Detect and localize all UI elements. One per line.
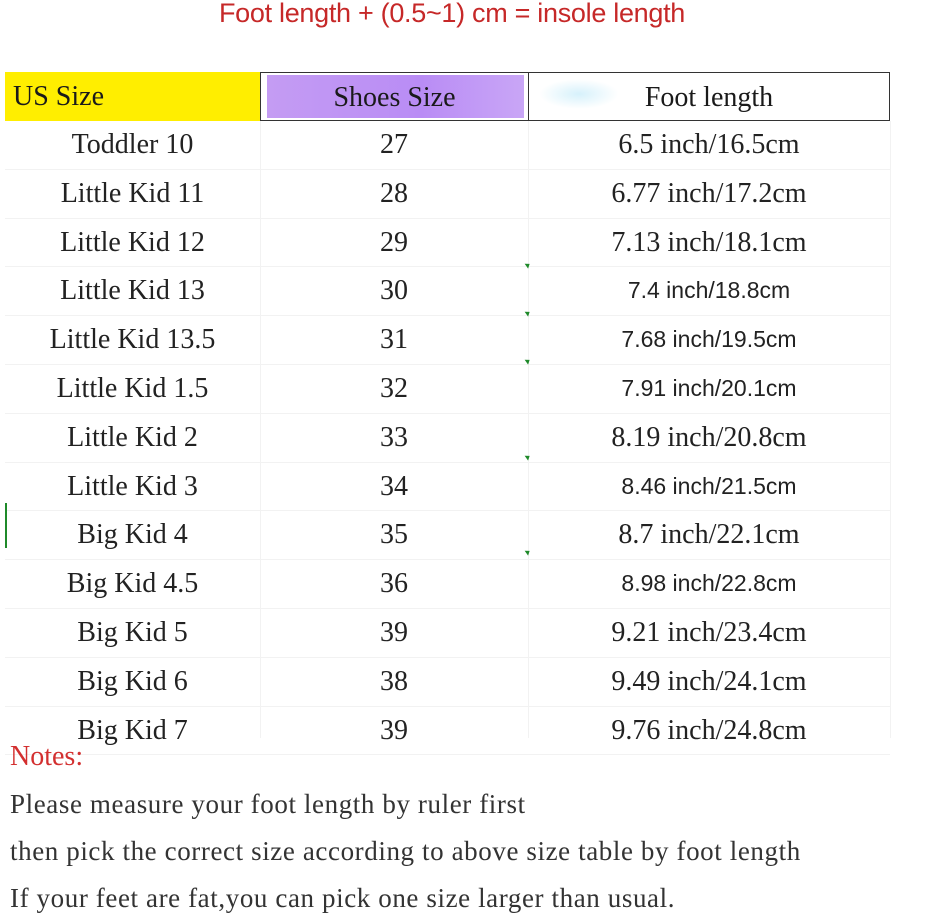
cell-shoes-size: 27 [380,129,408,160]
cell-shoes-size: 34 [380,470,408,502]
cell-us-size: Little Kid 12 [60,226,205,258]
header-us-size: US Size [5,72,260,121]
table-row [5,463,890,512]
cell-us-size: Big Kid 4.5 [66,568,199,600]
column-divider [890,121,891,738]
table-row [5,707,890,756]
cell-us-size: Little Kid 11 [60,177,205,209]
cell-foot-length: 8.7 inch/22.1cm [618,519,800,551]
notes-title: Notes: [10,741,84,772]
cell-foot-length: 8.19 inch/20.8cm [611,421,807,453]
table-row [5,658,890,707]
table-row [5,560,890,609]
note-line: then pick the correct size according to above size table by foot length [10,836,801,866]
cell-foot-length: 8.98 inch/22.8cm [621,570,797,597]
cell-us-size: Big Kid 7 [77,714,188,746]
header-shoes-size-label: Shoes Size [333,82,456,113]
cell-foot-length: 9.76 inch/24.8cm [611,714,807,746]
cell-shoes-size: 39 [380,714,408,746]
note-line: If your feet are fat,you can pick one size larger than usual. [10,883,676,913]
green-edge-mark [5,503,7,548]
cell-us-size: Little Kid 1.5 [56,372,209,404]
cell-foot-length: 9.21 inch/23.4cm [611,616,807,648]
cell-us-size: Big Kid 5 [77,616,188,648]
table-row [5,365,890,414]
cell-shoes-size: 33 [380,421,408,453]
table-row [5,170,890,219]
cell-us-size: Big Kid 6 [77,665,188,697]
cell-foot-length: 7.91 inch/20.1cm [621,374,797,401]
cell-shoes-size: 31 [380,324,408,356]
cell-foot-length: 7.13 inch/18.1cm [611,226,807,258]
cell-shoes-size: 39 [380,616,408,648]
table-row [5,267,890,316]
header-foot-length [528,72,890,121]
cell-foot-length: 7.68 inch/19.5cm [621,326,797,353]
cell-us-size: Little Kid 13.5 [49,324,216,356]
cell-shoes-size: 32 [380,372,408,404]
cell-foot-length: 7.4 inch/18.8cm [627,277,791,304]
cell-us-size: Little Kid 13 [60,275,205,307]
header-shoes-size [260,72,528,121]
cell-foot-length: 8.46 inch/21.5cm [621,472,797,499]
note-line: Please measure your foot length by ruler first [10,789,526,819]
table-row [5,121,890,170]
table-row [5,414,890,463]
cell-shoes-size: 38 [380,665,408,697]
cell-foot-length: 6.5 inch/16.5cm [618,129,800,160]
cell-shoes-size: 35 [380,519,408,551]
cell-foot-length: 6.77 inch/17.2cm [611,177,807,209]
size-table [5,121,890,755]
table-row [5,511,890,560]
cell-shoes-size: 30 [380,275,408,307]
cell-us-size: Toddler 10 [71,129,194,160]
cell-us-size: Little Kid 3 [67,470,198,502]
cell-shoes-size: 36 [380,568,408,600]
cell-foot-length: 9.49 inch/24.1cm [611,665,807,697]
table-row [5,609,890,658]
cell-us-size: Little Kid 2 [67,421,198,453]
table-row [5,316,890,365]
cell-shoes-size: 28 [380,177,408,209]
table-row [5,219,890,268]
cell-us-size: Big Kid 4 [77,519,188,551]
cell-shoes-size: 29 [380,226,408,258]
insole-formula: Foot length + (0.5~1) cm = insole length [218,0,686,28]
header-glow [539,79,619,109]
header-foot-length-label: Foot length [644,82,774,113]
